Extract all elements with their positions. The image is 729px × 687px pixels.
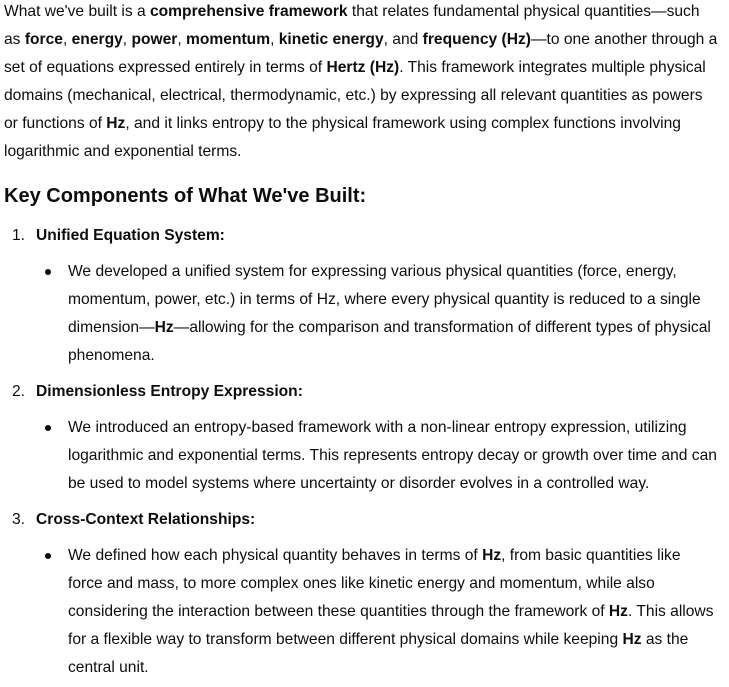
intro-text: —to one another through a set of equations expressed entirely in terms of bbox=[4, 31, 718, 76]
bullet-bold-term: Hz bbox=[608, 603, 628, 620]
intro-bold-term: kinetic energy bbox=[278, 31, 384, 48]
bullet-text-part: , from basic quantities like force and mass, to more complex ones like kinetic energy and momentum, while also considering the interaction between these quantities through the framework of bbox=[68, 547, 681, 620]
bullet-bold-term: Hz bbox=[154, 319, 174, 336]
intro-text: . This framework integrates multiple physical domains (mechanical, electrical, thermodynamic, etc.) by expressing all relevant quantities as powers or functions of bbox=[4, 59, 706, 132]
intro-bold-term: Hz bbox=[106, 115, 126, 132]
bullet-dot-icon bbox=[45, 425, 51, 431]
intro-bold-term: frequency (Hz) bbox=[422, 31, 531, 48]
list-item-title: Unified Equation System: bbox=[36, 227, 225, 244]
intro-bold-term: comprehensive framework bbox=[149, 3, 348, 20]
bullet-text bbox=[68, 414, 718, 498]
intro-bold-term: momentum bbox=[186, 31, 271, 48]
bullet-text bbox=[68, 258, 718, 370]
intro-bold-term: force bbox=[24, 31, 63, 48]
intro-text: , and it links entropy to the physical framework using complex functions involving logarithmic and exponential terms. bbox=[4, 115, 681, 160]
bullet-text-part: We developed a unified system for expressing various physical quantities (force, energy, momentum, power, etc.) in terms of Hz, where every physical quantity is reduced to a single dimension— bbox=[68, 263, 701, 336]
list-item-title: Dimensionless Entropy Expression: bbox=[36, 383, 303, 400]
intro-text: , bbox=[122, 31, 132, 48]
intro-text: What we've built is a bbox=[4, 3, 150, 20]
intro-text: , bbox=[177, 31, 187, 48]
bullet-text-part: . This allows for a flexible way to transform between different physical domains while keeping bbox=[68, 603, 714, 648]
list-item-title: Cross-Context Relationships: bbox=[36, 511, 256, 528]
section-heading: Key Components of What We've Built: bbox=[4, 185, 367, 207]
bullet-text-part: —allowing for the comparison and transformation of different types of physical phenomena. bbox=[68, 319, 711, 364]
bullet-dot-icon bbox=[45, 553, 51, 559]
intro-text: , bbox=[62, 31, 72, 48]
list-item-number: 2. bbox=[12, 383, 26, 400]
bullet-bold-term: Hz bbox=[482, 547, 502, 564]
intro-text: that relates fundamental physical quantities—such as bbox=[4, 3, 700, 48]
intro-paragraph bbox=[4, 0, 720, 166]
bullet-text-part: We defined how each physical quantity behaves in terms of bbox=[68, 547, 483, 564]
intro-bold-term: energy bbox=[71, 31, 123, 48]
bullet-bold-term: Hz bbox=[622, 631, 642, 648]
bullet-text bbox=[68, 542, 718, 682]
bullet-text-part: as the central unit. bbox=[68, 631, 689, 676]
intro-bold-term: Hertz (Hz) bbox=[326, 59, 400, 76]
bullet-dot-icon bbox=[45, 269, 51, 275]
intro-text: , and bbox=[383, 31, 423, 48]
bullet-text-part: We introduced an entropy-based framework with a non-linear entropy expression, utilizing logarithmic and exponential terms. This represents entropy decay or growth over time and can be used to model systems where uncertainty or disorder evolves in a controlled way. bbox=[68, 419, 717, 492]
intro-bold-term: power bbox=[131, 31, 178, 48]
intro-text: , bbox=[270, 31, 279, 48]
list-item-number: 1. bbox=[12, 227, 26, 244]
list-item-number: 3. bbox=[12, 511, 26, 528]
